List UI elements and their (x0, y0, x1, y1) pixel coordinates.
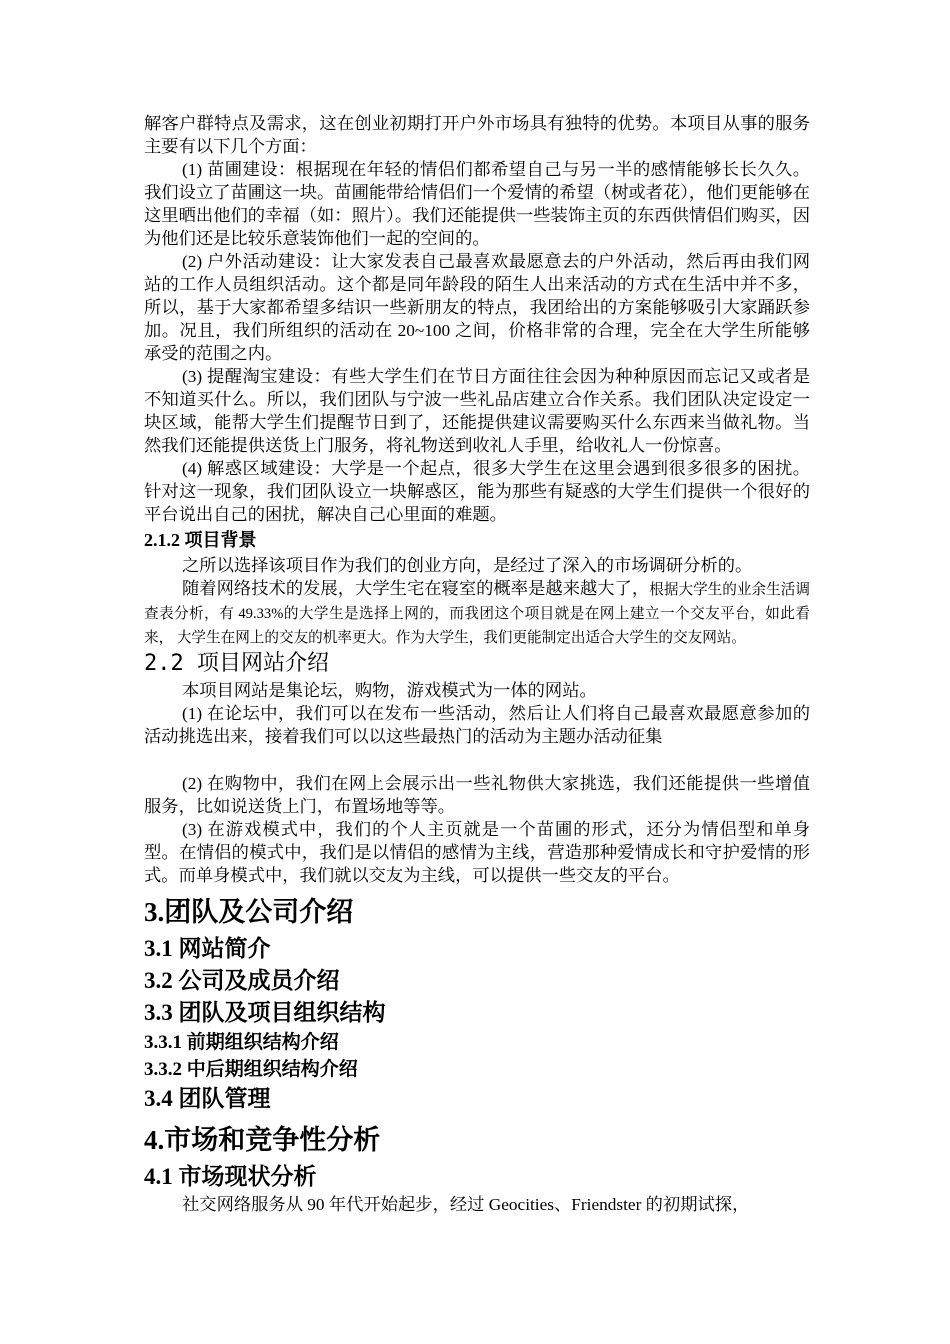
website-intro: 本项目网站是集论坛，购物，游戏模式为一体的网站。 (182, 681, 597, 700)
market-paragraph: 社交网络服务从 90 年代开始起步，经过 Geocities、Friendster 的初期试探， (182, 1195, 750, 1214)
service-item-seedbed: (1) 苗圃建设：根据现在年轻的情侣们都希望自己与另一半的感情能够长长久久。我们设立了苗圃这一块。苗圃能带给情侣们一个爱情的希望（树或者花），他们更能够在这里晒出他们的幸福（如：照片）。我们还能提供一些装饰主页的东西供情侣们购买，因为他们还是比较乐意装饰他们一起的空间的。 (144, 160, 810, 248)
background-paragraph-2-lead: 随着网络技术的发展，大学生宅在寝室的概率是越来越大了， (182, 579, 650, 598)
website-item-forum: (1) 在论坛中，我们可以在发布一些活动，然后让人们将自己最喜欢最愿意参加的活动挑选出来，接着我们可以以这些最热门的活动为主题办活动征集 (144, 704, 810, 746)
heading-3-3-2: 3.3.2 中后期组织结构介绍 (144, 1059, 358, 1080)
heading-3-3-1: 3.3.1 前期组织结构介绍 (144, 1032, 339, 1053)
spacer (144, 748, 810, 772)
website-item-game: (3) 在游戏模式中，我们的个人主页就是一个苗圃的形式，还分为情侣型和单身型。在情侣的模式中，我们是以情侣的感情为主线，营造那种爱情成长和守护爱情的形式。而单身模式中，我们就以交友为主线，可以提供一些交友的平台。 (144, 820, 810, 885)
heading-3: 3.团队及公司介绍 (144, 897, 354, 927)
heading-4-1: 4.1 市场现状分析 (144, 1164, 317, 1189)
heading-3-1: 3.1 网站简介 (144, 936, 271, 961)
background-paragraph-1: 之所以选择该项目作为我们的创业方向，是经过了深入的市场调研分析的。 (182, 556, 753, 575)
background-paragraph-2 (144, 577, 810, 649)
intro-paragraph: 解客户群特点及需求，这在创业初期打开户外市场具有独特的优势。本项目从事的服务主要有以下几个方面： (144, 114, 810, 156)
heading-2-1-2: 2.1.2 项目背景 (144, 530, 257, 550)
service-item-outdoor: (2) 户外活动建设：让大家发表自己最喜欢最愿意去的户外活动，然后再由我们网站的工作人员组织活动。这个都是同年龄段的陌生人出来活动的方式在生活中并不多，所以，基于大家都希望多结识一些新朋友的特点，我团给出的方案能够吸引大家踊跃参加。况且，我们所组织的活动在 20~100 之间，价格非常的合理，完全在大学生所能够承受的范围之内。 (144, 252, 810, 363)
background-paragraph-2-small: 根据大学生的业余生活调查表分析，有 49.33%的大学生是选择上网的，而我团这个项目就是在网上建立一个交友平台，如此看来， 大学生在网上的交友的机率更大。作为大学生，我们更能制定出适合大学生的交友网站。 (144, 582, 810, 646)
service-item-confusion: (4) 解惑区域建设：大学是一个起点，很多大学生在这里会遇到很多很多的困扰。针对这一现象，我们团队设立一块解惑区，能为那些有疑惑的大学生们提供一个很好的平台说出自己的困扰，解决自己心里面的难题。 (144, 459, 810, 524)
heading-3-2: 3.2 公司及成员介绍 (144, 968, 340, 993)
service-item-reminder: (3) 提醒淘宝建设：有些大学生们在节日方面往往会因为种种原因而忘记又或者是不知道买什么。所以，我们团队与宁波一些礼品店建立合作关系。我们团队决定设定一块区域，能帮大学生们提醒节日到了，还能提供建议需要购买什么东西来当做礼物。当然我们还能提供送货上门服务，将礼物送到收礼人手里，给收礼人一份惊喜。 (144, 367, 810, 455)
heading-3-3: 3.3 团队及项目组织结构 (144, 1000, 386, 1025)
document-page (144, 112, 810, 1216)
website-item-shopping: (2) 在购物中，我们在网上会展示出一些礼物供大家挑选，我们还能提供一些增值服务，比如说送货上门，布置场地等等。 (144, 774, 810, 816)
heading-2-2: 2.2 项目网站介绍 (144, 651, 329, 676)
heading-3-4: 3.4 团队管理 (144, 1086, 271, 1111)
heading-4: 4.市场和竞争性分析 (144, 1125, 381, 1155)
